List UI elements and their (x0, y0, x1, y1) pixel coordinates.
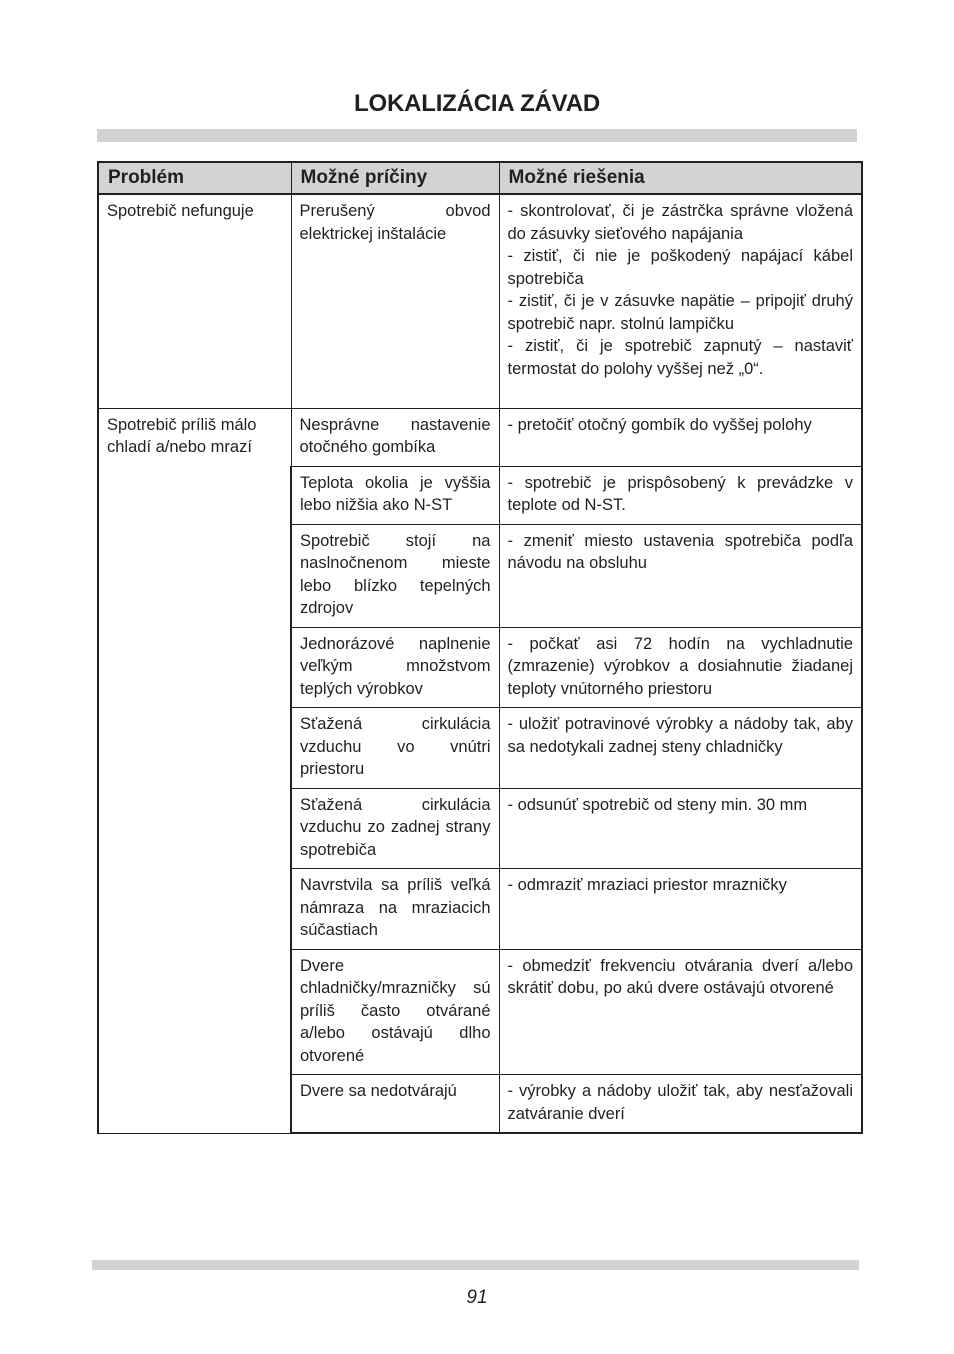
cause-cell: Prerušený obvod elektrickej inštalácie (291, 194, 499, 408)
table-row (98, 408, 862, 466)
problem-cell: Spotrebič nefunguje (98, 194, 291, 408)
solution-cell: - počkať asi 72 hodín na vychladnutie (zmrazenie) výrobkov a dosiahnutie žiadanej teploty vnútorného priestoru (499, 627, 862, 708)
cause-cell: Nesprávne nastavenie otočného gombíka (291, 408, 499, 466)
solution-cell: - uložiť potravinové výrobky a nádoby tak, aby sa nedotykali zadnej steny chladničky (499, 708, 862, 789)
troubleshooting-table (97, 161, 863, 1134)
cause-cell: Dvere chladničky/mrazničky sú príliš často otvárané a/lebo ostávajú dlho otvorené (291, 949, 499, 1075)
table-row (98, 194, 862, 408)
solution-cell: - odsunúť spotrebič od steny min. 30 mm (499, 788, 862, 869)
cause-cell: Sťažená cirkulácia vzduchu vo vnútri priestoru (291, 708, 499, 789)
cause-cell: Dvere sa nedotvárajú (291, 1075, 499, 1134)
table-header-row (98, 162, 862, 194)
solution-cell: - pretočiť otočný gombík do vyššej polohy (499, 408, 862, 466)
header-possible-solutions: Možné riešenia (499, 162, 862, 194)
solution-cell: - zmeniť miesto ustavenia spotrebiča podľa návodu na obsluhu (499, 524, 862, 627)
solution-cell: - výrobky a nádoby uložiť tak, aby nesťažovali zatváranie dverí (499, 1075, 862, 1134)
solution-line: - zistiť, či je spotrebič zapnutý – nastaviť termostat do polohy vyššej než „0“. (507, 337, 853, 378)
cause-cell: Spotrebič stojí na naslnočnenom mieste lebo blízko tepelných zdrojov (291, 524, 499, 627)
solution-cell: - spotrebič je prispôsobený k prevádzke v teplote od N-ST. (499, 466, 862, 524)
page-number: 91 (466, 1287, 488, 1308)
solution-line: - skontrolovať, či je zástrčka správne vložená do zásuvky sieťového napájania (507, 202, 853, 243)
header-problem: Problém (98, 162, 291, 194)
solution-cell: - odmraziť mraziaci priestor mrazničky (499, 869, 862, 950)
solution-cell: - obmedziť frekvenciu otvárania dverí a/lebo skrátiť dobu, po akú dvere ostávajú otvorené (499, 949, 862, 1075)
cause-cell: Jednorázové naplnenie veľkým množstvom teplých výrobkov (291, 627, 499, 708)
solution-line: - zistiť, či je v zásuvke napätie – pripojiť druhý spotrebič napr. stolnú lampičku (507, 292, 853, 333)
header-possible-causes: Možné príčiny (291, 162, 499, 194)
cause-cell: Sťažená cirkulácia vzduchu zo zadnej strany spotrebiča (291, 788, 499, 869)
solution-cell (499, 194, 862, 408)
cause-cell: Navrstvila sa príliš veľká námraza na mraziacich súčastiach (291, 869, 499, 950)
page-title: LOKALIZÁCIA ZÁVAD (354, 90, 600, 117)
cause-cell: Teplota okolia je vyššia lebo nižšia ako N-ST (291, 466, 499, 524)
solution-line: - zistiť, či nie je poškodený napájací kábel spotrebiča (507, 247, 853, 288)
footer-divider-bar (92, 1260, 859, 1270)
problem-cell: Spotrebič príliš málo chladí a/nebo mrazí (98, 408, 291, 1133)
title-divider-bar (97, 129, 857, 142)
